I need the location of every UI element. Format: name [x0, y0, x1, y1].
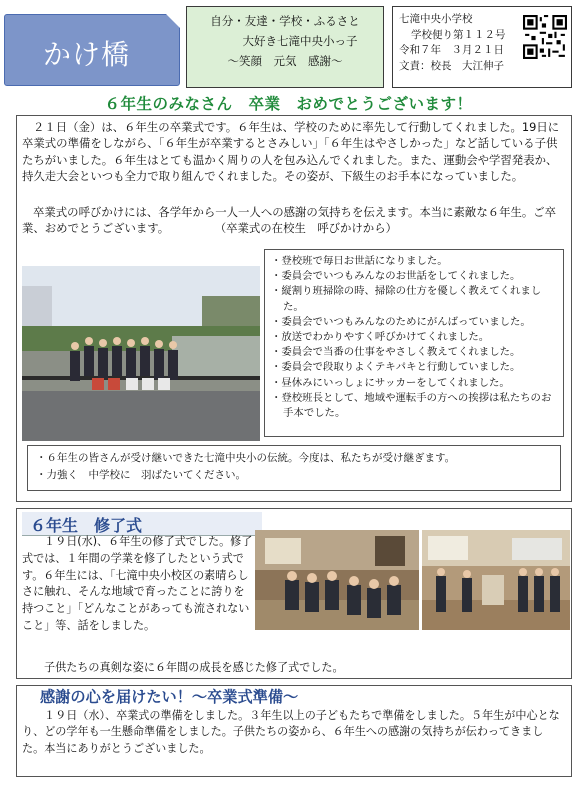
closing-ceremony-title: ６年生 修了式: [30, 516, 143, 535]
voice-item: ・委員会で当番の仕事をやさしく教えてくれました。: [271, 346, 521, 359]
voice-item: ・委員会で段取りよくテキパキと行動していました。: [271, 361, 521, 374]
closing-ceremony-photo-1: [255, 530, 419, 630]
class-photo: [22, 266, 260, 441]
issue-info-box: [392, 6, 572, 88]
newsletter-title: かけ橋: [43, 38, 131, 71]
closing-ceremony-title-bar: [22, 512, 262, 536]
closing-ceremony-closing: 子供たちの真剣な姿に６年間の成長を感じた修了式でした。: [44, 661, 344, 674]
voice-item: ・縦割り班掃除の時、掃除の仕方を優しく教えてくれました。: [271, 285, 542, 313]
motto-line-2: 大好き七滝中央小っ子: [242, 34, 358, 48]
graduation-paragraph-1: ２１日（金）は、６年生の卒業式です。６年生は、学校のために率先して行動してくれました。19日に卒業式の準備をしながら、「６年生が卒業するとさみしい」「６年生はやさしかった」など話している子供たちがいました。６年生はとても温かく周りの人を包み込んでくれました。また、運動会や学習発表か、持久走大会といつも全力で取り組んでくれました。その姿が、下級生のお手本になっていました。: [22, 120, 560, 183]
tradition-message-box: [27, 445, 561, 491]
school-motto-box: [186, 6, 384, 88]
qr-code-icon[interactable]: [523, 15, 567, 59]
voice-item: ・登校班長として、地域や運転手の方への挨拶は私たちのお手本でした。: [271, 391, 552, 420]
motto-line-1: 自分・友達・学校・ふるさと: [210, 14, 360, 28]
issue-date: 令和７年 ３月２１日: [399, 44, 504, 56]
graduation-prep-paragraph: １９日（水）、卒業式の準備をしました。３年生以上の子どもたちで準備をしました。５年生が中心となり、どの学年も一生懸命準備をしました。子供たちの姿から、６年生への感謝の気持ちが伝わってきました。本当にありがとうございました。: [22, 709, 560, 755]
closing-ceremony-paragraph: １９日(水)、６年生の修了式でした。修了式では、１年間の学業を修了したという式です。６年生には、「七滝中央小校区の素晴らしさに触れ、そんな地域で育ったことに誇りを持つこと」「どんなことがあっても流されないこと」等、話をしました。: [22, 535, 253, 632]
issue-author: 文責：校長 大江伸子: [399, 59, 504, 72]
graduation-paragraph-2: 卒業式の呼びかけには、各学年から一人一人への感謝の気持ちを伝えます。本当に素敵な６年生。ご卒業、おめでとうございます。 （卒業式の在校生 呼びかけから）: [22, 205, 557, 236]
newsletter-logo: [4, 14, 180, 86]
voice-item: ・登校班で毎日お世話になりました。: [271, 255, 448, 267]
issue-number: 学校便り第１１２号: [411, 28, 506, 41]
graduation-headline: ６年生のみなさん 卒業 おめでとうございます！: [104, 95, 473, 113]
graduation-prep-title: 感謝の心を届けたい！〜卒業式準備〜: [40, 688, 299, 706]
student-voices-box: [264, 249, 564, 437]
closing-ceremony-photo-2: [422, 530, 570, 630]
voice-item: ・委員会でいつもみんなのお世話をしてくれました。: [271, 270, 521, 283]
tradition-line-2: ・力強く 中学校に 羽ばたいてください。: [36, 469, 246, 481]
motto-line-3: 〜笑顔 元気 感謝〜: [227, 54, 343, 68]
voice-item: ・放送でわかりやすく呼びかけてくれました。: [271, 331, 490, 344]
school-name: 七滝中央小学校: [399, 13, 473, 25]
voice-item: ・委員会でいつもみんなのためにがんばっていました。: [271, 315, 531, 328]
voice-item: ・昼休みにいっしょにサッカーをしてくれました。: [271, 376, 510, 389]
tradition-line-1: ・６年生の皆さんが受け継いできた七滝中央小の伝統。今度は、私たちが受け継ぎます。: [36, 452, 456, 464]
